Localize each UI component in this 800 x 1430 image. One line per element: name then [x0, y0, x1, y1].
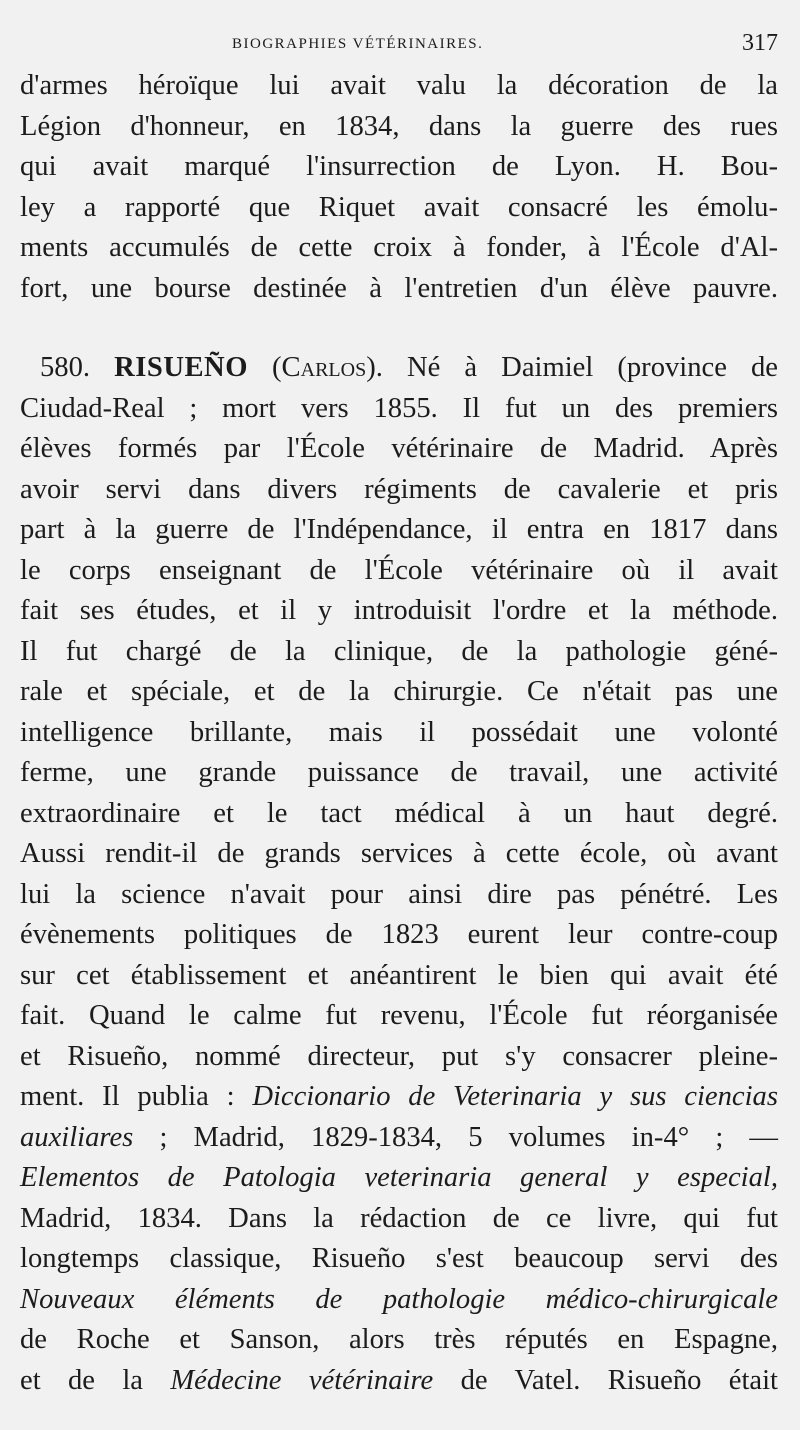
text-line: Ciudad-Real ; mort vers 1855. Il fut un des premiers: [20, 392, 778, 424]
text-line: extraordinaire et le tact médical à un haut degré.: [20, 797, 778, 829]
text-line-elementos: [20, 1158, 778, 1199]
text-line-vatel: [20, 1361, 778, 1402]
entry-given-name: (Carlos).: [272, 352, 383, 383]
text-line: le corps enseignant de l'École vétérinaire où il avait: [20, 554, 778, 586]
text-line: fait ses études, et il y introduisit l'ordre et la méthode.: [20, 595, 778, 626]
publia-prefix: ment. Il publia :: [20, 1081, 235, 1112]
text-line: avoir servi dans divers régiments de cavalerie et pris: [20, 473, 778, 505]
text-line: rale et spéciale, et de la chirurgie. Ce n'était pas une: [20, 676, 778, 707]
entry-name: RISUEÑO: [114, 352, 248, 383]
paragraph-gap: [20, 309, 778, 348]
text-line: évènements politiques de 1823 eurent leur contre-coup: [20, 919, 778, 950]
text-line: longtemps classique, Risueño s'est beaucoup servi des: [20, 1243, 778, 1274]
text-line: Légion d'honneur, en 1834, dans la guerre des rues: [20, 110, 778, 142]
page-number: 317: [742, 30, 778, 56]
book-title-elementos: Elementos de Patologia veterinaria general y especial,: [20, 1162, 778, 1193]
running-header: [20, 30, 778, 66]
text-line: ley a rapporté que Riquet avait consacré les émolu-: [20, 191, 778, 223]
body-text: [20, 66, 778, 1401]
text-line: d'armes héroïque lui avait valu la décoration de la: [20, 70, 778, 101]
text-line: ferme, une grande puissance de travail, une activité: [20, 757, 778, 788]
text-line: lui la science n'avait pour ainsi dire pas pénétré. Les: [20, 878, 778, 910]
text-line: fait. Quand le calme fut revenu, l'École fut réorganisée: [20, 1000, 778, 1031]
text-line: ments accumulés de cette croix à fonder, à l'École d'Al-: [20, 232, 778, 263]
text-line: sur cet établissement et anéantirent le bien qui avait été: [20, 959, 778, 991]
book-title-nouveaux: Nouveaux éléments de pathologie médico-chirurgicale: [20, 1283, 778, 1315]
entry-first-line-rest: Né à Daimiel (province de: [406, 352, 778, 383]
running-title: BIOGRAPHIES VÉTÉRINAIRES.: [232, 36, 484, 52]
auxiliares-rest: ; Madrid, 1829-1834, 5 volumes in-4° ; —: [159, 1121, 779, 1153]
vatel-rest: de Vatel. Risueño était: [460, 1364, 779, 1396]
text-line: Aussi rendit-il de grands services à cette école, où avant: [20, 838, 778, 869]
entry-heading-line: [20, 348, 778, 389]
text-line: fort, une bourse destinée à l'entretien d'un élève pauvre.: [20, 272, 778, 304]
text-line: qui avait marqué l'insurrection de Lyon. H. Bou-: [20, 151, 778, 182]
text-line-nouveaux: [20, 1280, 778, 1321]
text-line: élèves formés par l'École vétérinaire de Madrid. Après: [20, 433, 778, 464]
book-title-medecine: Médecine vétérinaire: [170, 1364, 434, 1396]
text-line: et Risueño, nommé directeur, put s'y consacrer pleine-: [20, 1040, 778, 1072]
text-line: part à la guerre de l'Indépendance, il entra en 1817 dans: [20, 514, 778, 545]
text-line: Madrid, 1834. Dans la rédaction de ce livre, qui fut: [20, 1202, 778, 1234]
text-line: intelligence brillante, mais il possédait une volonté: [20, 716, 778, 748]
text-line-publia: [20, 1077, 778, 1118]
text-line: Il fut chargé de la clinique, de la pathologie géné-: [20, 635, 778, 667]
book-title-auxiliares: auxiliares: [20, 1121, 134, 1153]
text-line-auxiliares: [20, 1118, 778, 1159]
book-title-diccionario: Diccionario de Veterinaria y sus ciencias: [252, 1081, 778, 1112]
entry-number: 580.: [40, 352, 91, 383]
vatel-prefix: et de la: [20, 1364, 143, 1396]
text-line: de Roche et Sanson, alors très réputés en Espagne,: [20, 1324, 778, 1355]
